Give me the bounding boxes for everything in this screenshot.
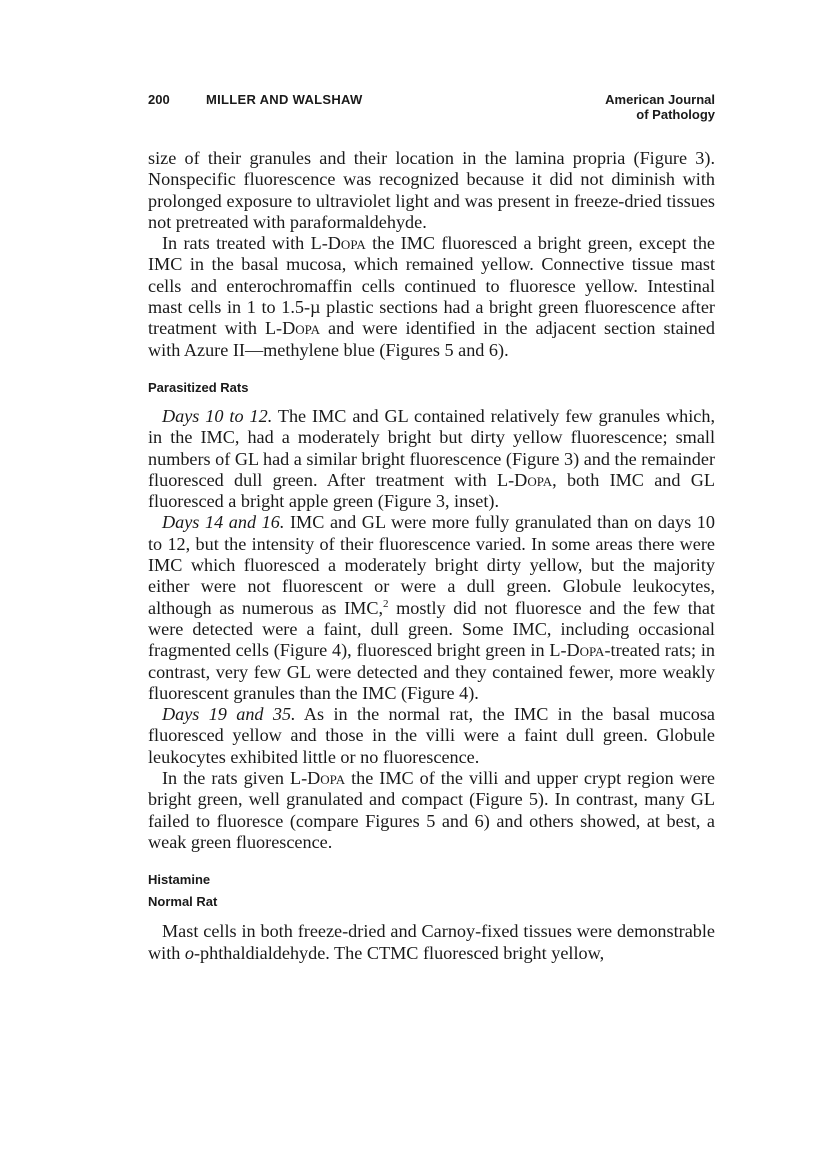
text-run: , both IMC and GL fluoresced a bright apple green (Figure 3, inset).: [148, 469, 715, 512]
ldopa-term: L-Dopa: [289, 768, 346, 789]
ldopa-term: L-Dopa: [497, 469, 553, 490]
text-run: the IMC of the villi and upper crypt region were bright green, well granulated and compact (Figure 5). In contrast, many GL failed to fluoresce (compare Figures 5 and 6) and others showed, at best, a weak green fluorescence.: [148, 768, 715, 852]
paragraph-days-10-12: [148, 406, 715, 512]
text-run: -phthaldialdehyde. The CTMC fluoresced bright yellow,: [193, 942, 605, 963]
text-run: In the rats given: [162, 768, 290, 789]
paragraph-days-19-35: [148, 704, 715, 768]
page-number: 200: [148, 92, 170, 107]
footnote-reference: 2: [383, 597, 389, 610]
text-run: -treated rats; in contrast, very few GL were detected and they contained fewer, more weakly fluorescent granules than the IMC (Figure 4).: [148, 640, 715, 703]
lead-in-days: Days 19 and 35.: [162, 704, 296, 725]
subheading-parasitized-rats: Parasitized Rats: [148, 379, 249, 395]
text-run: IMC and GL were more fully granulated than on days 10 to 12, but the intensity of their fluorescence varied. In some areas there were IMC which fluoresced a moderately bright dirty yellow, but the majority either were not fluorescent or were a dull green. Globule leukocytes, although as numerous as IMC,: [148, 512, 715, 618]
lead-in-days: Days 14 and 16.: [162, 512, 285, 533]
text-run: and were identified in the adjacent section stained with Azure II—methylene blue (Figures 5 and 6).: [148, 318, 715, 360]
ldopa-term: L-Dopa: [264, 318, 321, 339]
text-run: In rats treated with: [162, 233, 311, 254]
paragraph-ldopa-normal: [148, 233, 715, 361]
article-body: [148, 148, 715, 964]
text-run: As in the normal rat, the IMC in the basal mucosa fluoresced yellow and those in the villi were a faint dull green. Globule leukocytes exhibited little or no fluorescence.: [148, 704, 715, 767]
journal-name: [605, 92, 715, 122]
paragraph-histamine-normal: [148, 921, 715, 964]
text-run: the IMC fluoresced a bright green, except the IMC in the basal mucosa, which remained yellow. Connective tissue mast cells and enterochromaffin cells continued to fluoresce yellow. Intestinal mast cells in 1 to 1.5-µ plastic sections had a bright green fluorescence after treatment with: [148, 233, 716, 339]
ldopa-term: L-Dopa: [549, 640, 605, 661]
journal-name-line2: of Pathology: [636, 107, 715, 122]
italic-prefix: o: [184, 942, 194, 963]
paragraph-rats-given-ldopa: [148, 768, 715, 853]
text-run: Mast cells in both freeze-dried and Carnoy-fixed tissues were demonstrable with: [148, 921, 715, 963]
text-run: mostly did not fluoresce and the few that were detected were a faint, dull green. Some IMC, including occasional fragmented cells (Figure 4), fluoresced bright green in: [148, 597, 715, 661]
paragraph-continued: size of their granules and their location in the lamina propria (Figure 3). Nonspecific fluorescence was recognized because it did not diminish with prolonged exposure to ultraviolet light and was present in freeze-dried tissues not pretreated with paraformaldehyde.: [148, 148, 715, 232]
ldopa-term: L-Dopa: [310, 233, 366, 254]
journal-name-line1: American Journal: [605, 92, 715, 107]
subheading-normal-rat: Normal Rat: [148, 894, 218, 910]
running-head-authors: MILLER AND WALSHAW: [206, 92, 363, 107]
subheading-histamine: Histamine: [148, 872, 211, 888]
paragraph-days-14-16: [148, 512, 715, 704]
lead-in-days: Days 10 to 12.: [162, 405, 273, 426]
text-run: The IMC and GL contained relatively few granules which, in the IMC, had a moderately bright but dirty yellow fluorescence; small numbers of GL had a similar bright fluorescence (Figure 3) and the remainder fluoresced dull green. After treatment with: [148, 405, 715, 490]
